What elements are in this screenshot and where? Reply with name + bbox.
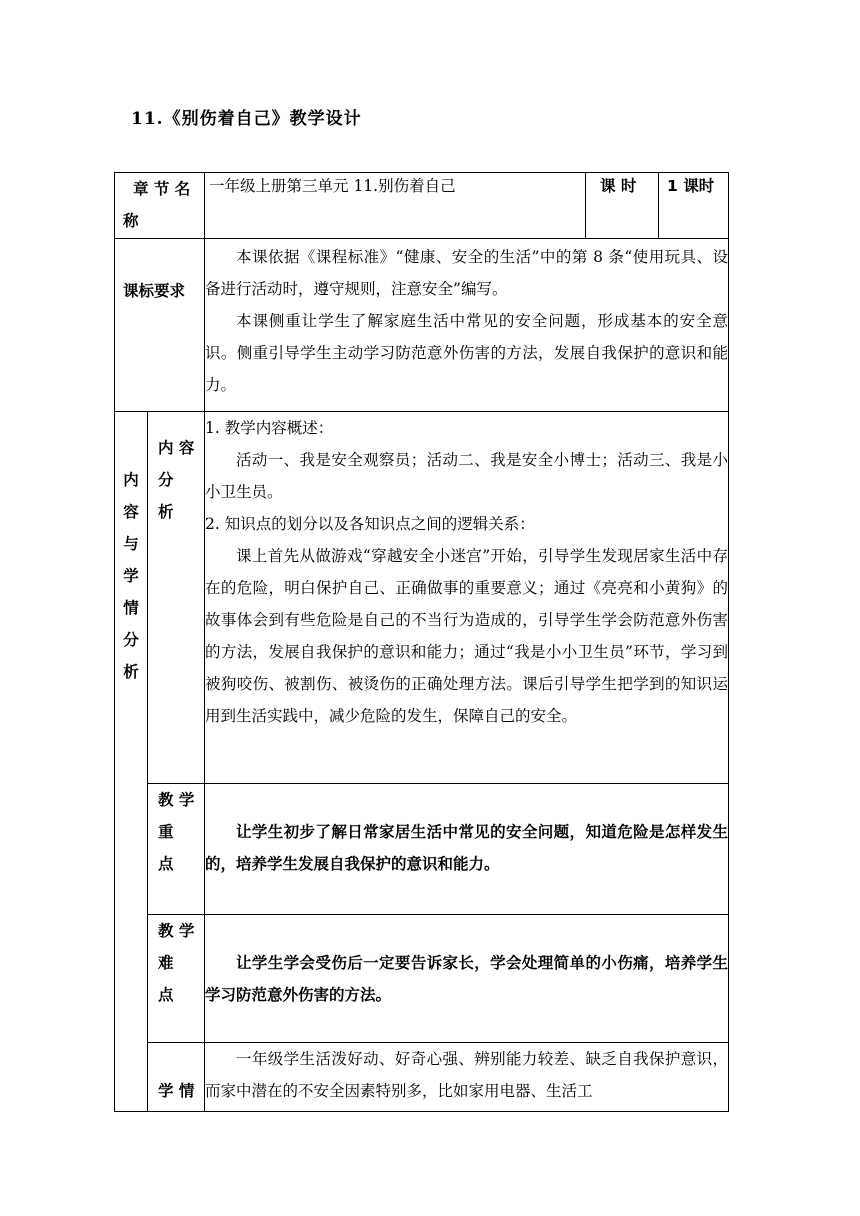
- difficulty-label-line3: 点: [158, 986, 174, 1004]
- content-analysis-cell: [205, 412, 729, 784]
- difficulty-label-cell: [148, 915, 205, 1043]
- period-value-cell: [659, 173, 729, 239]
- standard-row: [115, 239, 729, 412]
- difficulty-label-line2: 难: [158, 954, 174, 972]
- standard-label-cell: [115, 239, 205, 412]
- content-heading-1: 1. 教学内容概述：: [205, 419, 334, 437]
- content-paragraph-2: 课上首先从做游戏“穿越安全小迷宫”开始，引导学生发现居家生活中存在的危险，明白保护自己、正确做事的重要意义；通过《亮亮和小黄狗》的故事体会到有些危险是自己的不当行为造成的，引导学生学会防范意外伤害的方法，发展自我保护的意识和能力；通过“我是小小卫生员”环节，学习到被狗咬伤、被割伤、被烫伤的正确处理方法。课后引导学生把学到的知识运用到生活实践中，减少危险的发生，保障自己的安全。: [205, 547, 729, 725]
- standard-paragraph-2: 本课侧重让学生了解家庭生活中常见的安全问题，形成基本的安全意识。侧重引导学生主动学习防范意外伤害的方法，发展自我保护的意识和能力。: [205, 312, 729, 394]
- learner-row: [115, 1043, 729, 1112]
- standard-label: 课标要求: [123, 282, 186, 300]
- chapter-row: [115, 173, 729, 239]
- document-title: 11.《别伤着自己》教学设计: [131, 109, 362, 129]
- period-value: 1 课时: [667, 177, 715, 195]
- key-point-cell: [205, 784, 729, 915]
- difficulty-cell: [205, 915, 729, 1043]
- key-point-label-line2: 重: [158, 823, 174, 841]
- content-label-line1: 内 容: [158, 439, 195, 457]
- learner-text: 一年级学生活泼好动、好奇心强、辨别能力较差、缺乏自我保护意识，而家中潜在的不安全因素特别多，比如家用电器、生活工: [205, 1050, 729, 1100]
- period-label: 课 时: [600, 177, 637, 195]
- key-point-row: [115, 784, 729, 915]
- chapter-label-line1: 章 节 名: [133, 180, 191, 198]
- content-paragraph-1: 活动一、我是安全观察员；活动二、我是安全小博士；活动三、我是小小卫生员。: [205, 451, 729, 501]
- learner-label-cell: [148, 1043, 205, 1112]
- standard-paragraph-1: 本课依据《课程标准》“健康、安全的生活”中的第 8 条“使用玩具、设备进行活动时，遵守规则，注意安全”编写。: [205, 248, 729, 298]
- period-label-cell: [586, 173, 659, 239]
- chapter-label-line2: 称: [123, 212, 139, 230]
- lesson-design-table: [114, 172, 729, 1112]
- difficulty-label-line1: 教 学: [158, 922, 195, 940]
- learner-label: 学 情: [158, 1082, 195, 1100]
- chapter-value: 一年级上册第三单元 11.别伤着自己: [209, 177, 456, 195]
- content-label-line2: 分: [158, 471, 174, 489]
- content-heading-2: 2. 知识点的划分以及各知识点之间的逻辑关系：: [205, 515, 535, 533]
- key-point-label-line3: 点: [158, 855, 174, 873]
- chapter-value-cell: [205, 173, 586, 239]
- key-point-text: 让学生初步了解日常家居生活中常见的安全问题，知道危险是怎样发生的，培养学生发展自我保护的意识和能力。: [205, 822, 729, 873]
- analysis-outer-label: 内 容 与 学 情 分 析: [123, 471, 139, 681]
- standard-content-cell: [205, 239, 729, 412]
- content-label-line3: 析: [158, 503, 174, 521]
- difficulty-text: 让学生学会受伤后一定要告诉家长，学会处理简单的小伤痛，培养学生学习防范意外伤害的方法。: [205, 953, 729, 1004]
- key-point-label-cell: [148, 784, 205, 915]
- content-label-cell: [148, 412, 205, 784]
- content-analysis-row: [115, 412, 729, 784]
- chapter-label-cell: [115, 173, 205, 239]
- difficulty-row: [115, 915, 729, 1043]
- learner-cell: [205, 1043, 729, 1112]
- analysis-outer-label-cell: [115, 412, 148, 1112]
- key-point-label-line1: 教 学: [158, 791, 195, 809]
